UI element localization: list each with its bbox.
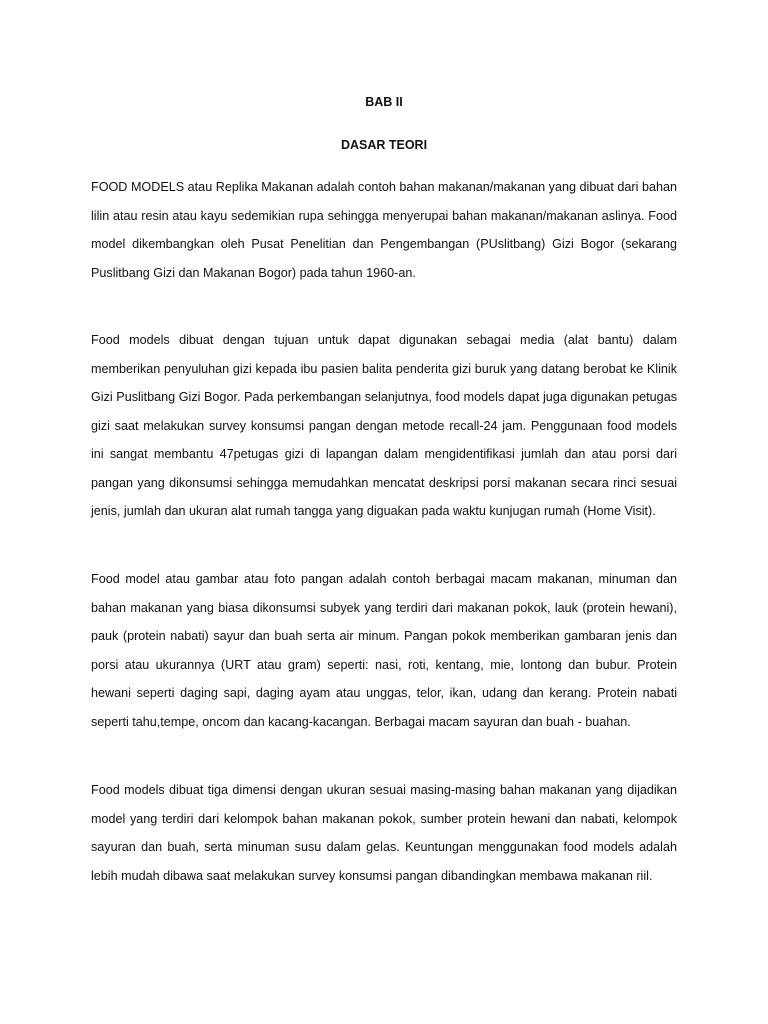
paragraph-1: FOOD MODELS atau Replika Makanan adalah contoh bahan makanan/makanan yang dibuat dari bahan lilin atau resin atau kayu sedemikian rupa sehingga menyerupai bahan makanan/makanan aslinya. Food model dikembangkan oleh Pusat Penelitian dan Pengembangan (PUslitbang) Gizi Bogor (sekarang Puslitbang Gizi dan Makanan Bogor) pada tahun 1960-an.	[91, 180, 677, 280]
paragraph-2: Food models dibuat dengan tujuan untuk dapat digunakan sebagai media (alat bantu) dalam memberikan penyuluhan gizi kepada ibu pasien balita penderita gizi buruk yang datang berobat ke Klinik Gizi Puslitbang Gizi Bogor. Pada perkembangan selanjutnya, food models dapat juga digunakan petugas gizi saat melakukan survey konsumsi pangan dengan metode recall-24 jam. Penggunaan food models ini sangat membantu 47petugas gizi di lapangan dalam mengidentifikasi jumlah dan atau porsi dari pangan yang dikonsumsi sehingga memudahkan mencatat deskripsi porsi makanan secara rinci sesuai jenis, jumlah dan ukuran alat rumah tangga yang diguakan pada waktu kunjugan rumah (Home Visit).	[91, 333, 677, 518]
document-page	[91, 0, 677, 1024]
section-title: DASAR TEORI	[340, 138, 428, 152]
paragraph-4: Food models dibuat tiga dimensi dengan ukuran sesuai masing-masing bahan makanan yang dijadikan model yang terdiri dari kelompok bahan makanan pokok, sumber protein hewani dan nabati, kelompok sayuran dan buah, serta minuman susu dalam gelas. Keuntungan menggunakan food models adalah lebih mudah dibawa saat melakukan survey konsumsi pangan dibandingkan membawa makanan riil.	[91, 783, 677, 883]
chapter-heading: BAB II	[365, 95, 403, 109]
paragraph-3: Food model atau gambar atau foto pangan adalah contoh berbagai macam makanan, minuman dan bahan makanan yang biasa dikonsumsi subyek yang terdiri dari makanan pokok, lauk (protein hewani), pauk (protein nabati) sayur dan buah serta air minum. Pangan pokok memberikan gambaran jenis dan porsi atau ukurannya (URT atau gram) seperti: nasi, roti, kentang, mie, lontong dan bubur. Protein hewani seperti daging sapi, daging ayam atau unggas, telor, ikan, udang dan kerang. Protein nabati seperti tahu,tempe, oncom dan kacang-kacangan. Berbagai macam sayuran dan buah - buahan.	[91, 572, 677, 729]
